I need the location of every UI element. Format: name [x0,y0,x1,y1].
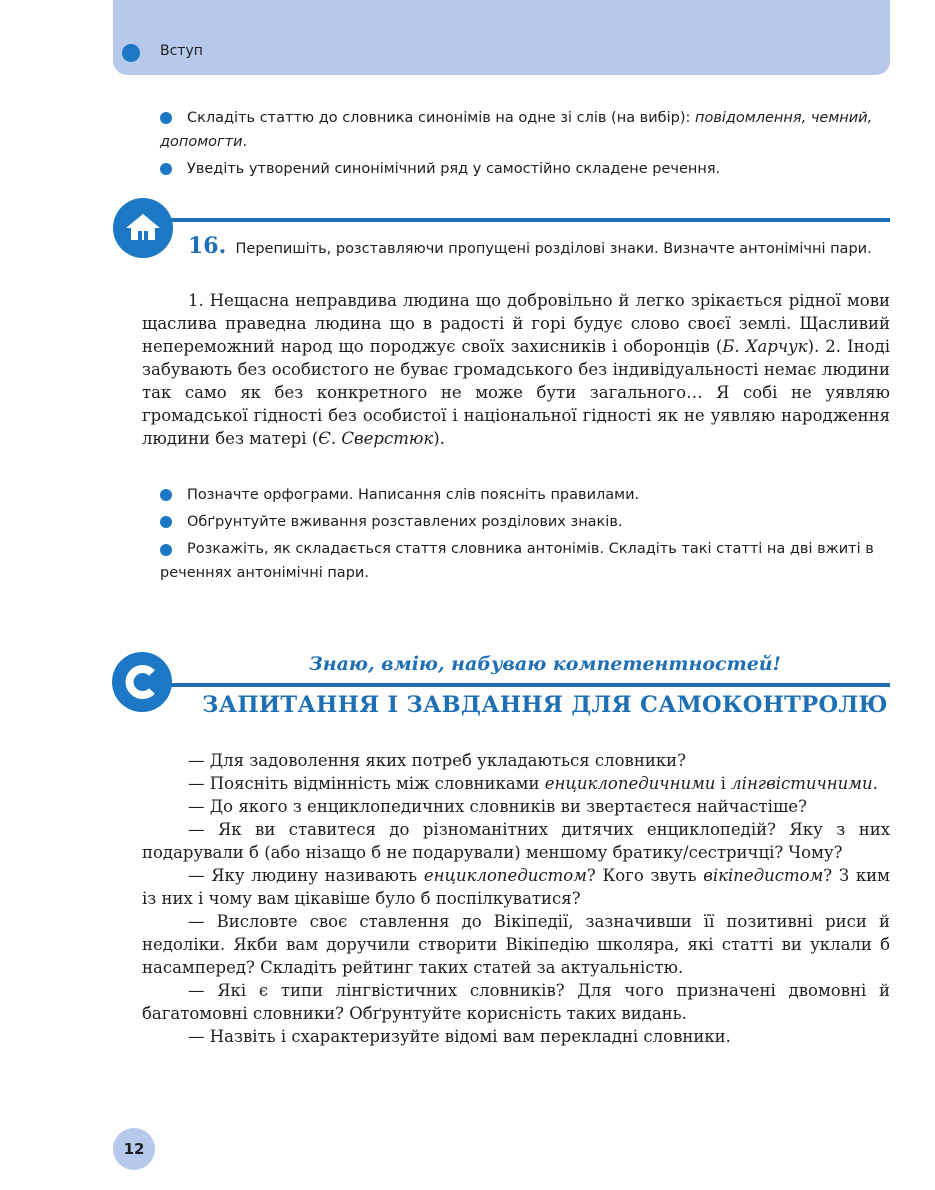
top-bullet-1: Складіть статтю до словника синонімів на одне зі слів (на вибір): повідомлення, чемний, допомогти. [160,110,873,150]
exercise-task-3: Розкажіть, як складається стаття словника антонімів. Складіть такі статті на дві вжиті в реченнях антонімічні пари. [160,541,874,581]
header-band [113,0,890,75]
section-subtitle: Знаю, вмію, набуваю компетентностей! [309,653,781,675]
section-title: ЗАПИТАННЯ І ЗАВДАННЯ ДЛЯ САМОКОНТРОЛЮ [202,692,888,718]
exercise-instruction: 16. Перепишіть, розставляючи пропущені розділові знаки. Визначте антонімічні пари. [188,233,872,259]
question-1: — Для задоволення яких потреб укладаються словники? [188,751,686,770]
c-letter-icon [112,652,172,712]
question-7: — Які є типи лінгвістичних словників? Для чого призначені двомовні й багатомовні словники? Обґрунтуйте корисність таких видань. [142,981,890,1023]
home-icon [113,198,173,258]
question-6: — Висловте своє ставлення до Вікіпедії, зазначивши її позитивні риси й недоліки. Якби вам доручили створити Вікіпедію школяра, які статті ви уклали б насамперед? Складіть рейтинг таких статей за актуальністю. [142,912,890,977]
section-divider [150,683,890,687]
question-8: — Назвіть і схарактеризуйте відомі вам перекладні словники. [188,1027,731,1046]
exercise-text: 1. Нещасна неправдива людина що добровільно й легко зрікається рідної мови щаслива праведна людина що в радості й горі будує слово своєї землі. Щасливий непереможний народ що породжує своїх захисників і оборонців (Б. Харчук). 2. Іноді забувають без особистого не буває громадського без індивідуальності немає людини так само як без конкретного не може бути загального… Я собі не уявляю громадської гідності без особистої і національної гідності як не уявляю народження людини без матері (Є. Сверстюк). [142,291,891,448]
exercise-number: 16. [188,233,227,259]
questions-block [142,749,890,1048]
question-2: — Поясніть відмінність між словниками енциклопедичними і лінгвістичними. [188,774,878,793]
exercise-task-2: Обґрунтуйте вживання розставлених розділових знаків. [187,514,623,530]
question-4: — Як ви ставитеся до різноманітних дитячих енциклопедій? Яку з них подарували б (або нізащо б не подарували) меншому братику/сестричці? Чому? [142,820,890,862]
bullet-icon [160,516,172,528]
question-3: — До якого з енциклопедичних словників ви звертаєтеся найчастіше? [188,797,807,816]
question-5: — Яку людину називають енциклопедистом? Кого звуть вікіпедистом? З ким із них і чому вам цікавіше було б поспілкуватися? [142,866,890,908]
bullet-icon [160,163,172,175]
section-label: Вступ [160,43,203,59]
top-bullet-2: Уведіть утворений синонімічний ряд у самостійно складене речення. [187,161,721,177]
exercise-task-1: Позначте орфограми. Написання слів поясніть правилами. [187,487,640,503]
bullet-icon [160,489,172,501]
exercise-divider [150,218,890,222]
header-bullet-icon [122,44,140,62]
page-number: 12 [113,1128,155,1170]
